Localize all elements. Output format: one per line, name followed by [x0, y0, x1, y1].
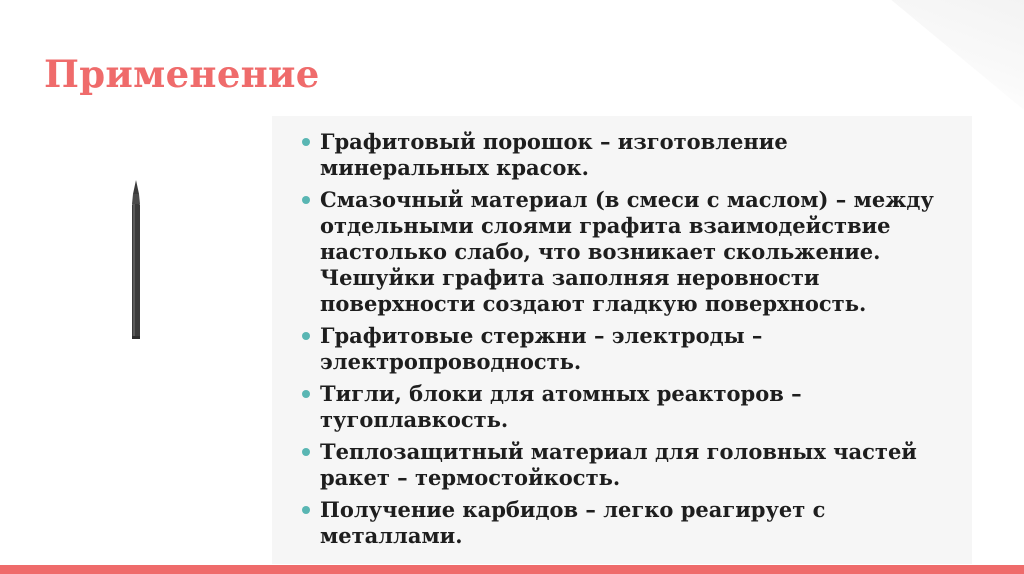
graphite-pencil-icon — [129, 180, 143, 340]
bullet-item — [300, 381, 960, 433]
bullet-item — [300, 439, 960, 491]
bullet-text: Теплозащитный материал для головных частей ракет – термостойкость. — [320, 439, 917, 490]
corner-decoration — [854, 0, 1024, 110]
bullet-dot-icon — [302, 196, 310, 204]
bullet-dot-icon — [302, 332, 310, 340]
bullet-text: Смазочный материал (в смеси с маслом) – между отдельными слоями графита взаимодействие настолько слабо, что возникает скольжение. Чешуйки графита заполняя неровности поверхности создают гладкую поверхность. — [320, 187, 934, 316]
bullet-list — [300, 129, 960, 555]
bullet-item — [300, 129, 960, 181]
bullet-item — [300, 323, 960, 375]
bullet-text: Тигли, блоки для атомных реакторов – тугоплавкость. — [320, 381, 802, 432]
bullet-text: Графитовые стержни – электроды – электропроводность. — [320, 323, 763, 374]
bottom-accent-bar — [0, 565, 1024, 574]
bullet-item — [300, 187, 960, 317]
bullet-dot-icon — [302, 448, 310, 456]
bullet-dot-icon — [302, 138, 310, 146]
bullet-dot-icon — [302, 506, 310, 514]
bullet-item — [300, 497, 960, 549]
bullet-dot-icon — [302, 390, 310, 398]
bullet-text: Графитовый порошок – изготовление минеральных красок. — [320, 129, 788, 180]
slide-title: Применение — [44, 52, 320, 96]
bullet-text: Получение карбидов – легко реагирует с металлами. — [320, 497, 826, 548]
